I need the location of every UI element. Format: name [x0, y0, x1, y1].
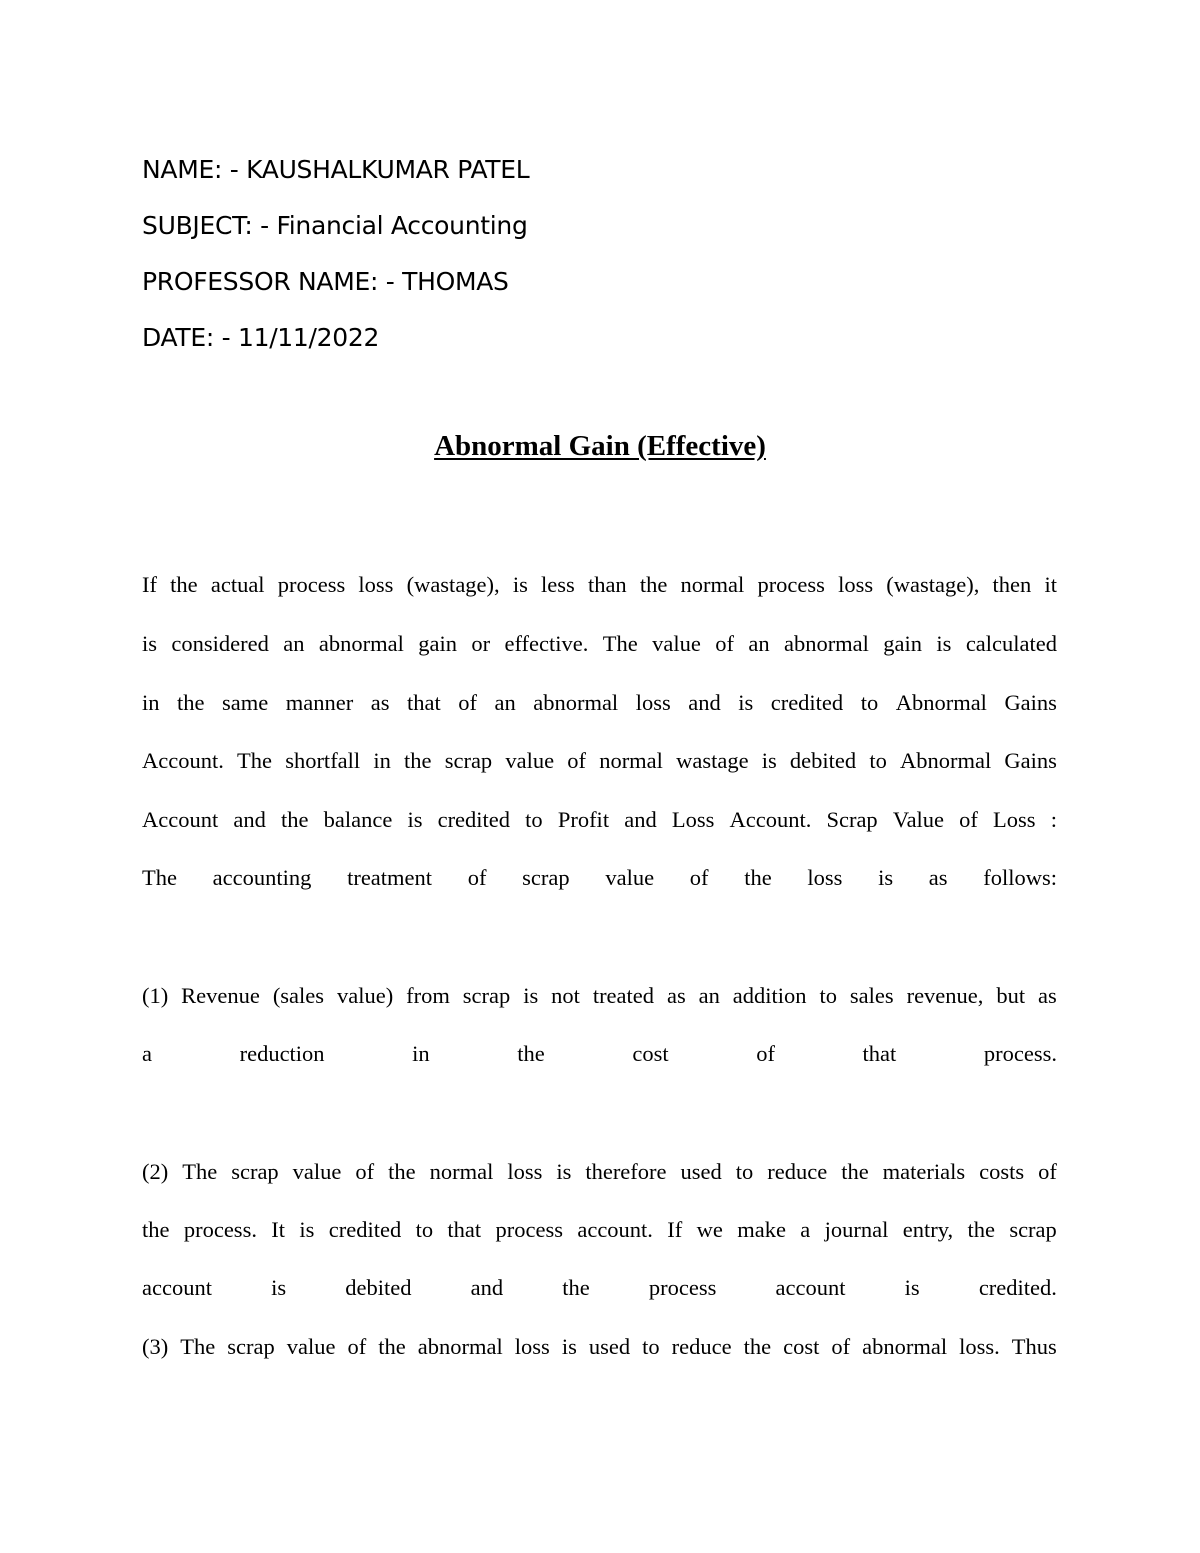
body-word: as [1038, 983, 1057, 1008]
body-word: costs [979, 1159, 1025, 1184]
body-line [142, 1332, 1057, 1362]
body-word: Abnormal [895, 690, 987, 715]
body-word: of [831, 1334, 851, 1359]
body-word: the [142, 1217, 170, 1242]
body-word: the [280, 807, 309, 832]
body-word: It [271, 1217, 286, 1242]
date-line: DATE: - 11/11/2022 [142, 323, 380, 352]
body-word: Account. [729, 807, 812, 832]
body-word: value [605, 865, 655, 890]
body-word: The [237, 748, 273, 773]
body-word: (2) [142, 1159, 169, 1184]
body-word: The [142, 865, 177, 890]
body-word: account [142, 1275, 212, 1300]
body-word: reduce [767, 1159, 828, 1184]
body-word: the [744, 865, 772, 890]
body-word: If [142, 572, 157, 597]
student-name: NAME: - KAUSHALKUMAR PATEL [142, 155, 530, 184]
body-word: of [355, 1159, 375, 1184]
body-word: in [373, 748, 391, 773]
body-word: then [992, 572, 1032, 597]
body-word: Value [892, 807, 945, 832]
body-word: as [370, 690, 390, 715]
body-word: abnormal [318, 631, 404, 656]
body-word: normal [429, 1159, 494, 1184]
body-line [142, 1273, 1057, 1303]
body-word: of [689, 865, 709, 890]
body-word: reduction [239, 1041, 325, 1066]
body-word: process [495, 1217, 563, 1242]
body-word: debited [345, 1275, 412, 1300]
body-word: cost [783, 1334, 820, 1359]
body-word: of [959, 807, 978, 832]
body-word: and [688, 690, 721, 715]
body-word: is [523, 983, 539, 1008]
body-word: to [819, 983, 837, 1008]
body-word: Scrap [826, 807, 878, 832]
body-word: loss [514, 1334, 550, 1359]
body-word: an [698, 983, 720, 1008]
body-word: process. [983, 1041, 1057, 1066]
body-word: less [541, 572, 575, 597]
body-word: loss [358, 572, 394, 597]
body-word: The [180, 1334, 216, 1359]
body-word: The [602, 631, 638, 656]
body-word: value [286, 1334, 336, 1359]
body-word: a [142, 1041, 152, 1066]
body-word: it [1044, 572, 1057, 597]
body-word: abnormal [533, 690, 619, 715]
student-info-block [142, 142, 1042, 366]
body-word: Thus [1011, 1334, 1057, 1359]
body-word: of [715, 631, 734, 656]
body-word: is [561, 1334, 577, 1359]
body-word: treatment [347, 865, 433, 890]
body-word: process [757, 572, 825, 597]
body-word: normal [680, 572, 745, 597]
body-word: gain [883, 631, 923, 656]
professor-name: PROFESSOR NAME: - THOMAS [142, 267, 509, 296]
subject-line: SUBJECT: - Financial Accounting [142, 211, 528, 240]
body-word: loss [507, 1159, 543, 1184]
body-word: scrap [1009, 1217, 1057, 1242]
body-word: addition [732, 983, 807, 1008]
body-word: the [177, 690, 205, 715]
body-word: as [666, 983, 686, 1008]
body-word: account [775, 1275, 846, 1300]
body-word: an [494, 690, 516, 715]
body-word: is [761, 748, 777, 773]
body-word: not [551, 983, 580, 1008]
body-word: abnormal [862, 1334, 948, 1359]
body-word: scrap [462, 983, 511, 1008]
body-word: cost [632, 1041, 669, 1066]
body-word: credited [328, 1217, 402, 1242]
body-word: Revenue [181, 983, 260, 1008]
body-word: shortfall [285, 748, 361, 773]
body-word: balance [323, 807, 393, 832]
body-word: the [404, 748, 432, 773]
body-word: (wastage), [886, 572, 980, 597]
body-word: to [642, 1334, 660, 1359]
body-word: is [936, 631, 952, 656]
body-word: used [680, 1159, 722, 1184]
body-word: that [862, 1041, 897, 1066]
body-word: loss. [959, 1334, 1000, 1359]
body-word: Loss [993, 807, 1036, 832]
body-word: is [738, 690, 754, 715]
body-word: Abnormal [900, 748, 992, 773]
body-word: loss [838, 572, 874, 597]
body-word: follows: [983, 865, 1057, 890]
body-word: that [447, 1217, 482, 1242]
body-word: abnormal [783, 631, 869, 656]
body-word: therefore [585, 1159, 667, 1184]
body-word: value [292, 1159, 342, 1184]
body-word: to [869, 748, 887, 773]
body-line [142, 805, 1057, 835]
body-word: loss [635, 690, 671, 715]
body-word: loss [807, 865, 843, 890]
body-word: is [407, 807, 423, 832]
body-word: (sales [272, 983, 325, 1008]
body-word: is [556, 1159, 572, 1184]
body-word: to [860, 690, 879, 715]
body-word: of [1038, 1159, 1057, 1184]
body-word: sales [849, 983, 894, 1008]
body-line [142, 629, 1057, 659]
body-word: debited [789, 748, 857, 773]
body-word: process [277, 572, 346, 597]
body-word: value) [336, 983, 394, 1008]
body-word: entry, [902, 1217, 954, 1242]
body-word: manner [285, 690, 354, 715]
body-word: actual [210, 572, 265, 597]
body-word: wastage [676, 748, 749, 773]
body-line [142, 863, 1057, 893]
body-word: of [347, 1334, 367, 1359]
body-word: but [996, 983, 1026, 1008]
body-word: treated [592, 983, 655, 1008]
document-title: Abnormal Gain (Effective) [434, 430, 766, 462]
body-word: from [406, 983, 450, 1008]
body-word: of [567, 748, 587, 773]
body-word: in [412, 1041, 430, 1066]
body-word: revenue, [906, 983, 984, 1008]
body-word: Gains [1004, 748, 1057, 773]
body-word: normal [599, 748, 663, 773]
body-word: is [299, 1217, 315, 1242]
body-word: Profit [557, 807, 610, 832]
body-word: (1) [142, 983, 169, 1008]
body-word: gain [418, 631, 457, 656]
body-word: is [142, 631, 158, 656]
body-word: Gains [1004, 690, 1057, 715]
body-word: considered [171, 631, 269, 656]
body-word: or [471, 631, 491, 656]
body-word: is [878, 865, 894, 890]
body-word: reduce [671, 1334, 732, 1359]
body-word: : [1050, 807, 1057, 832]
body-word: we [696, 1217, 723, 1242]
body-word: journal [824, 1217, 889, 1242]
body-word: the [639, 572, 668, 597]
body-word: to [525, 807, 543, 832]
body-line [142, 1157, 1057, 1187]
body-word: of [458, 690, 477, 715]
body-word: credited [437, 807, 511, 832]
body-word: is [512, 572, 528, 597]
body-word: and [470, 1275, 504, 1300]
body-line [142, 688, 1057, 718]
body-word: the [517, 1041, 545, 1066]
body-word: scrap [227, 1334, 275, 1359]
body-word: to [735, 1159, 754, 1184]
body-word: an [283, 631, 305, 656]
body-word: the [562, 1275, 590, 1300]
body-word: credited [770, 690, 844, 715]
body-word: to [415, 1217, 434, 1242]
body-word: materials [882, 1159, 966, 1184]
body-line [142, 1039, 1057, 1069]
body-word: an [748, 631, 770, 656]
body-word: the [388, 1159, 416, 1184]
body-word: Account. [142, 748, 224, 773]
body-word: same [222, 690, 269, 715]
body-word: Loss [671, 807, 715, 832]
body-word: is [271, 1275, 287, 1300]
body-word: make [737, 1217, 786, 1242]
body-word: If [667, 1217, 683, 1242]
body-word: (3) [142, 1334, 169, 1359]
body-word: and [233, 807, 266, 832]
body-word: the [967, 1217, 995, 1242]
body-word: and [624, 807, 657, 832]
body-word: accounting [212, 865, 312, 890]
body-word: scrap [444, 748, 493, 773]
body-word: scrap [231, 1159, 279, 1184]
body-word: value [505, 748, 555, 773]
body-word: as [928, 865, 948, 890]
body-word: the [841, 1159, 869, 1184]
body-word: credited. [978, 1275, 1057, 1300]
body-word: that [406, 690, 441, 715]
body-word: abnormal [417, 1334, 503, 1359]
body-line [142, 570, 1057, 600]
body-word: used [588, 1334, 631, 1359]
body-word: value [652, 631, 701, 656]
body-word: process. [183, 1217, 257, 1242]
body-word: than [587, 572, 627, 597]
body-word: the [170, 572, 198, 597]
body-word: scrap [522, 865, 570, 890]
body-word: the [743, 1334, 772, 1359]
body-word: is [904, 1275, 920, 1300]
body-word: calculated [965, 631, 1057, 656]
body-word: (wastage), [406, 572, 500, 597]
body-word: the [378, 1334, 406, 1359]
body-word: The [182, 1159, 218, 1184]
body-line [142, 746, 1057, 776]
body-word: process [648, 1275, 717, 1300]
body-line [142, 1215, 1057, 1245]
body-word: of [467, 865, 487, 890]
body-word: account. [577, 1217, 653, 1242]
body-line [142, 981, 1057, 1011]
body-word: Account [142, 807, 219, 832]
body-word: of [756, 1041, 775, 1066]
body-word: a [800, 1217, 811, 1242]
body-word: effective. [504, 631, 589, 656]
body-word: in [142, 690, 160, 715]
